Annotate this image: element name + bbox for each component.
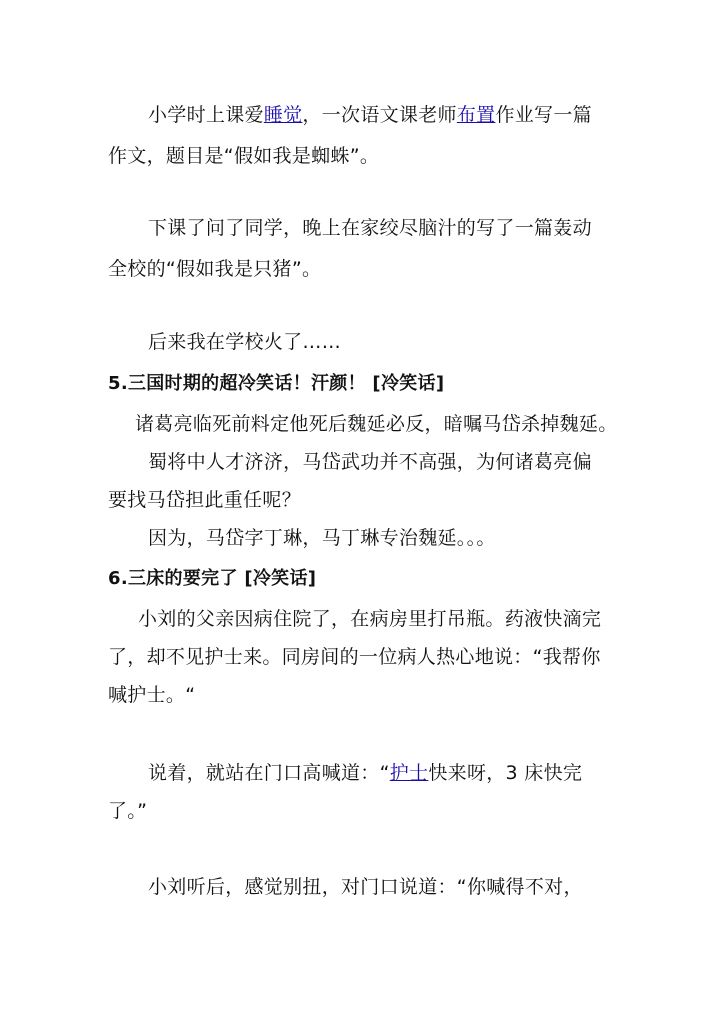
text-span: 作业写一篇 xyxy=(495,104,592,126)
paragraph-line: 小刘听后，感觉别扭，对门口说道：“你喊得不对， xyxy=(148,876,583,898)
paragraph-line: 诸葛亮临死前料定他死后魏延必反，暗嘱马岱杀掉魏延。 xyxy=(135,413,618,435)
section-heading-6: 6.三床的要完了 [冷笑话] xyxy=(108,568,317,589)
paragraph-line xyxy=(148,102,724,128)
paragraph-line: 后来我在学校火了…… xyxy=(148,331,342,353)
text-span: 快来呀，3 床快完 xyxy=(428,762,583,784)
paragraph-line: 下课了问了同学，晚上在家绞尽脑汁的写了一篇轰动 xyxy=(148,217,592,239)
link-sleep[interactable]: 睡觉 xyxy=(263,104,303,126)
paragraph-line: 小刘的父亲因病住院了，在病房里打吊瓶。药液快滴完 xyxy=(138,608,602,630)
text-span: 小学时上课爱 xyxy=(148,104,264,126)
paragraph-line: 了。” xyxy=(108,800,148,822)
paragraph-line: 喊护士。“ xyxy=(108,684,196,706)
paragraph-line: 作文，题目是“假如我是蜘蛛”。 xyxy=(108,145,380,167)
text-span: ，一次语文课老师 xyxy=(302,104,457,126)
paragraph-line: 要找马岱担此重任呢？ xyxy=(108,489,302,511)
paragraph-line xyxy=(148,760,724,786)
paragraph-line: 因为，马岱字丁琳，马丁琳专治魏延。。。 xyxy=(148,527,496,549)
paragraph-line: 蜀将中人才济济，马岱武功并不高强，为何诸葛亮偏 xyxy=(148,451,592,473)
section-heading-5: 5.三国时期的超冷笑话！汗颜！ [冷笑话] xyxy=(108,373,445,394)
text-span: 说着，就站在门口高喊道：“ xyxy=(148,762,390,784)
link-assign[interactable]: 布置 xyxy=(456,104,496,126)
paragraph-line: 全校的“假如我是只猪”。 xyxy=(108,258,322,280)
link-nurse[interactable]: 护士 xyxy=(389,762,429,784)
paragraph-line: 了，却不见护士来。同房间的一位病人热心地说：“我帮你 xyxy=(108,646,601,668)
